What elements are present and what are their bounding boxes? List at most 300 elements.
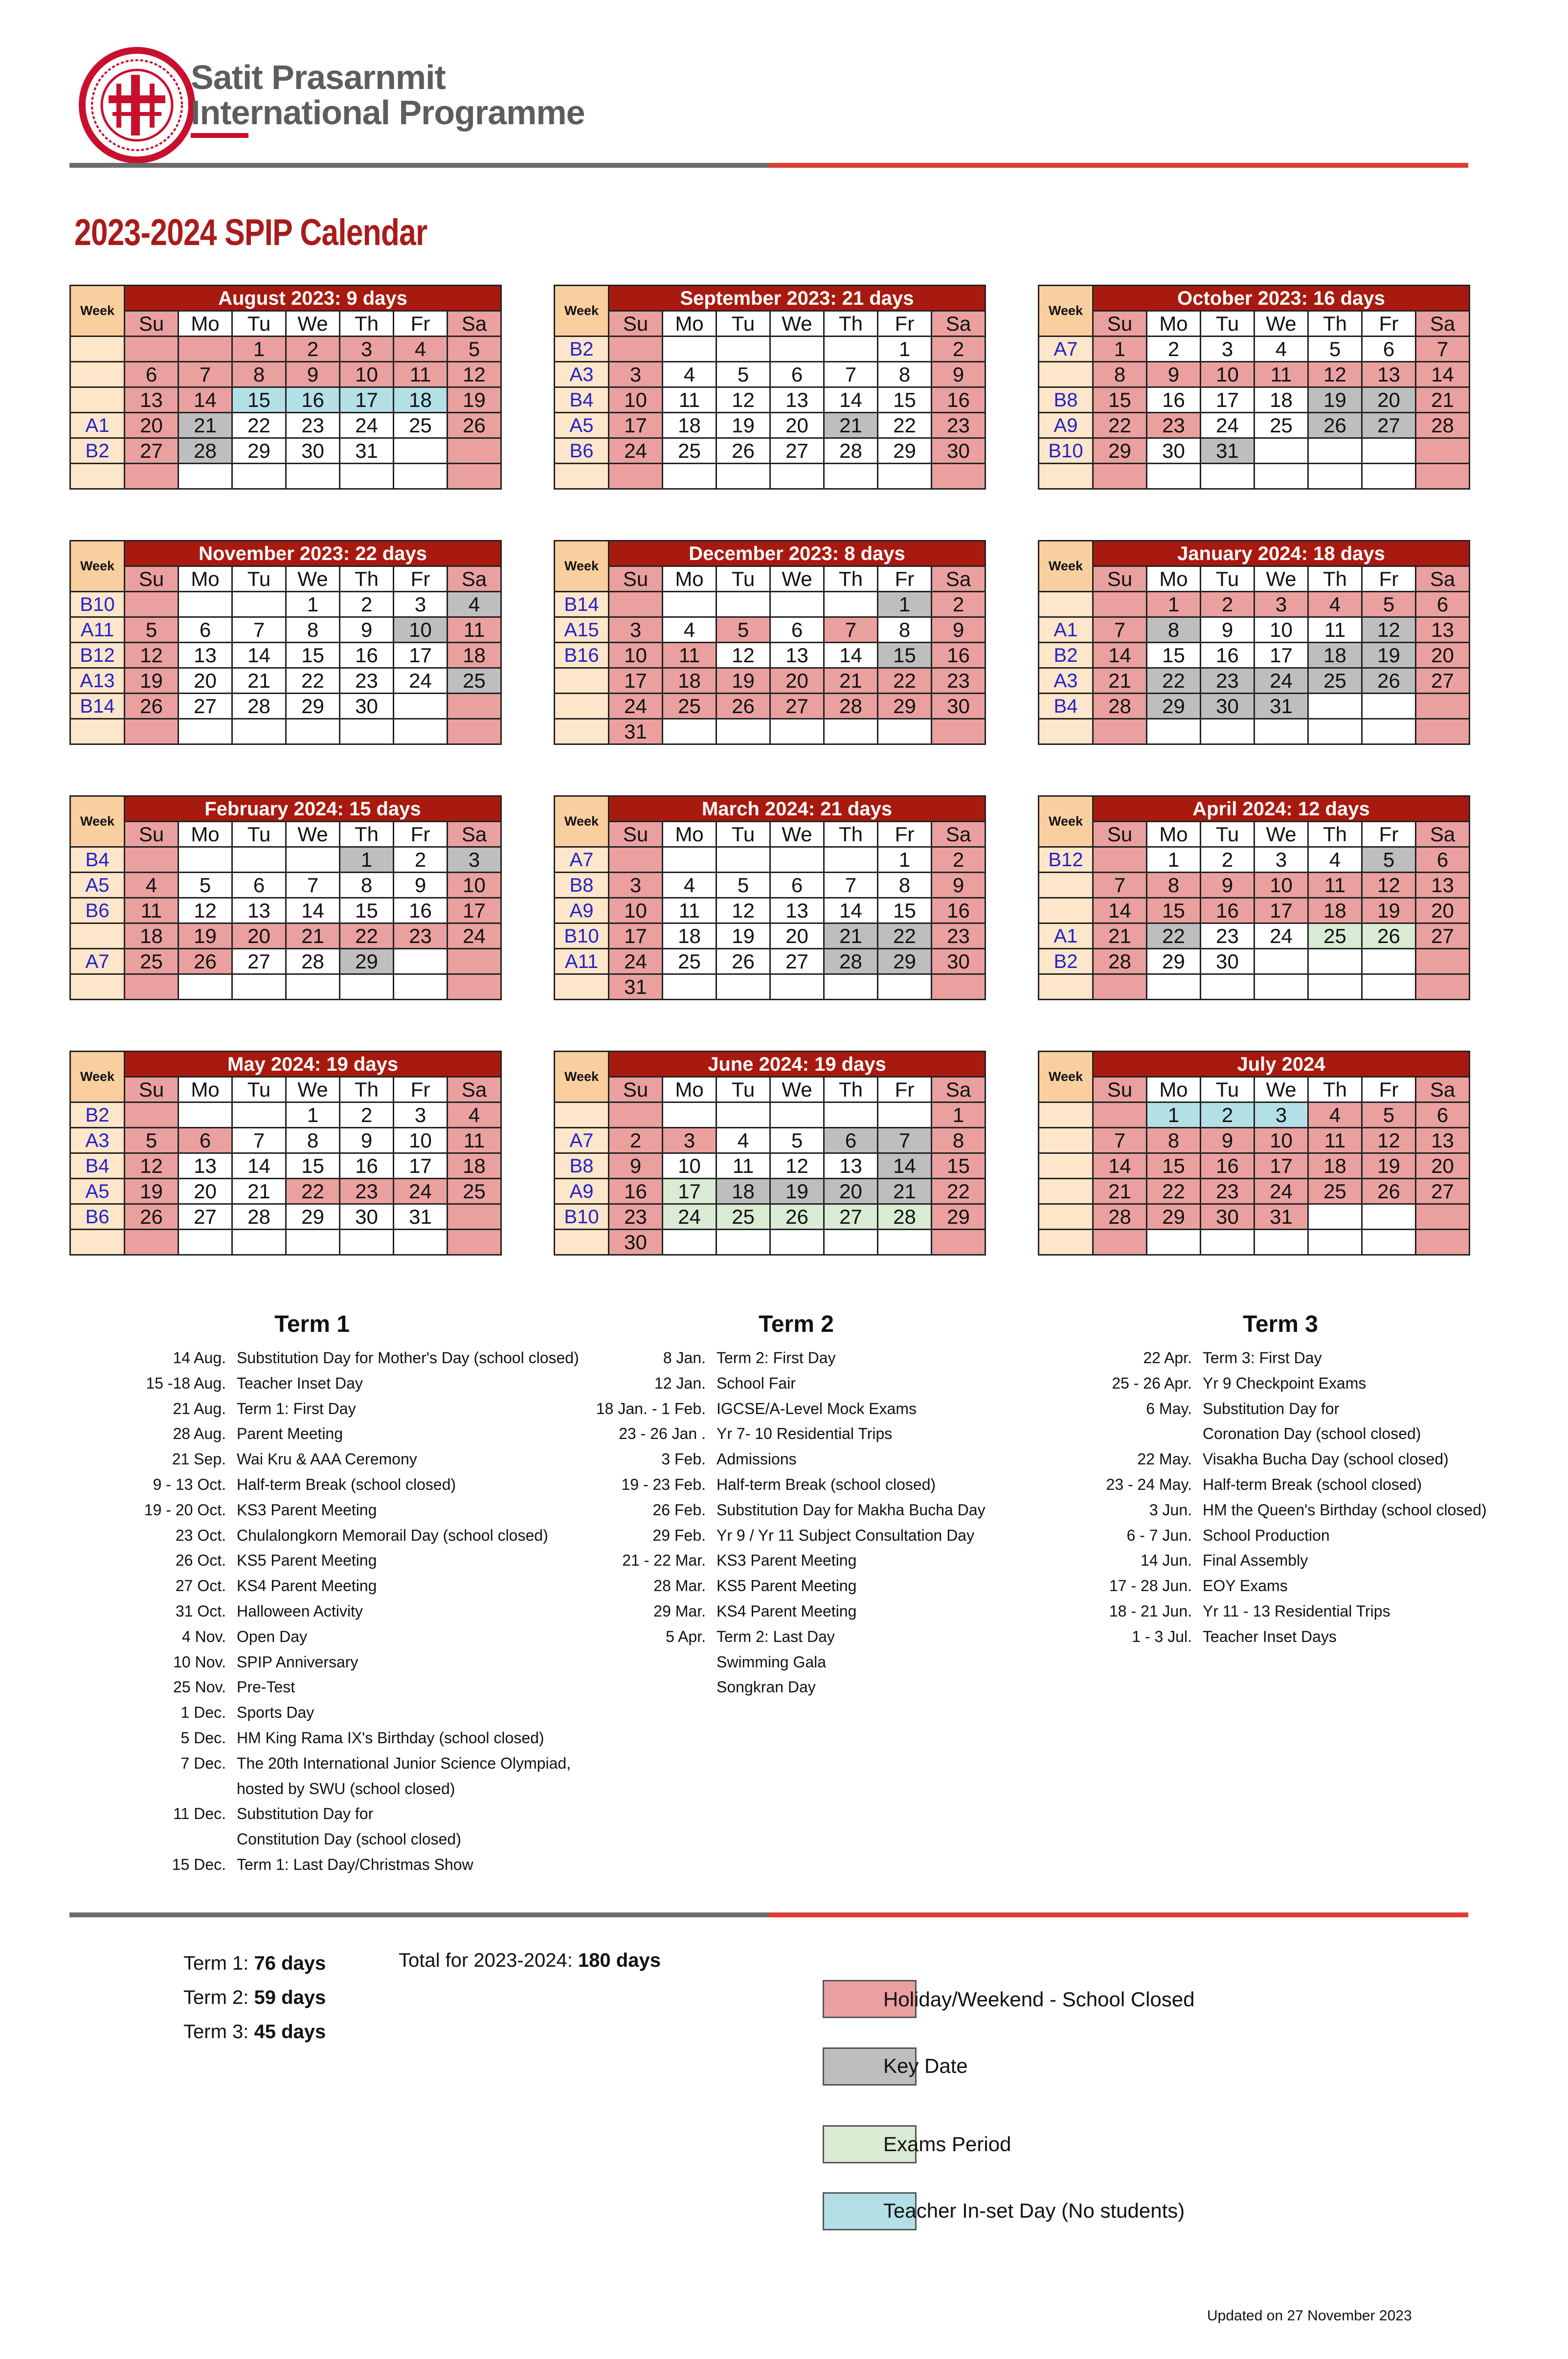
day-cell: 29	[1147, 694, 1201, 719]
event-text: KS5 Parent Meeting	[717, 1577, 857, 1595]
day-cell: 30	[340, 694, 394, 719]
event-text: Term 1: Last Day/Christmas Show	[237, 1856, 473, 1873]
week-code: B8	[555, 873, 609, 898]
day-cell	[663, 1230, 717, 1255]
day-cell: 4	[1308, 592, 1362, 617]
week-header: Week	[555, 541, 609, 592]
day-cell: 16	[1201, 898, 1254, 923]
day-cell: 18	[663, 413, 717, 438]
day-cell: 14	[232, 643, 286, 668]
day-cell: 13	[770, 387, 824, 413]
day-cell: 17	[609, 668, 663, 694]
day-cell: 1	[1093, 337, 1147, 362]
day-cell: 4	[663, 617, 717, 643]
event-date: 25 Nov.	[173, 1678, 226, 1696]
day-cell	[286, 847, 340, 873]
day-name: Th	[340, 1077, 394, 1102]
day-cell	[770, 719, 824, 744]
day-cell: 16	[340, 643, 394, 668]
week-code	[70, 362, 125, 387]
day-cell: 2	[932, 337, 986, 362]
event-text: The 20th International Junior Science Olympiad,	[237, 1754, 571, 1772]
day-cell: 21	[824, 413, 878, 438]
day-cell	[1093, 1230, 1147, 1255]
day-cell: 18	[663, 923, 717, 949]
day-cell: 20	[824, 1179, 878, 1204]
day-name: Fr	[878, 566, 932, 592]
day-cell: 23	[286, 413, 340, 438]
day-cell: 5	[125, 617, 179, 643]
day-name: Fr	[1362, 822, 1416, 847]
day-cell: 7	[1093, 873, 1147, 898]
event-date: 28 Aug.	[173, 1425, 226, 1442]
week-code: A11	[555, 949, 609, 974]
day-cell: 5	[179, 873, 232, 898]
day-cell: 20	[770, 413, 824, 438]
day-cell: 27	[1416, 668, 1470, 694]
day-cell: 12	[125, 643, 179, 668]
day-cell	[232, 847, 286, 873]
day-cell: 31	[340, 438, 394, 464]
day-name: Su	[609, 1077, 663, 1102]
event-date: 10 Nov.	[173, 1653, 226, 1671]
day-cell	[932, 719, 986, 744]
week-header: Week	[1039, 796, 1093, 847]
day-cell: 26	[448, 413, 501, 438]
day-cell: 27	[824, 1204, 878, 1230]
event-text: Term 3: First Day	[1203, 1349, 1322, 1367]
day-cell	[125, 974, 179, 1000]
day-cell	[1201, 464, 1254, 489]
event-date: 8 Jan.	[663, 1349, 706, 1367]
day-cell	[286, 974, 340, 1000]
day-cell	[878, 974, 932, 1000]
day-cell: 26	[1308, 413, 1362, 438]
week-code: A7	[70, 949, 125, 974]
day-cell: 29	[878, 694, 932, 719]
day-cell	[179, 847, 232, 873]
event-text: Pre-Test	[237, 1678, 295, 1696]
week-code: B4	[70, 1153, 125, 1179]
day-cell: 2	[1201, 592, 1254, 617]
day-cell: 2	[1147, 337, 1201, 362]
day-cell: 4	[448, 1102, 501, 1128]
day-name: We	[286, 822, 340, 847]
week-code: A3	[555, 362, 609, 387]
day-cell	[394, 949, 448, 974]
day-cell: 24	[1254, 1179, 1308, 1204]
day-name: Mo	[1147, 1077, 1201, 1102]
day-cell	[770, 1102, 824, 1128]
month-calendar	[554, 285, 986, 490]
updated-note: Updated on 27 November 2023	[1207, 2308, 1412, 2324]
day-cell: 18	[125, 923, 179, 949]
week-header: Week	[70, 796, 125, 847]
day-cell: 29	[932, 1204, 986, 1230]
event-date: 1 Dec.	[180, 1704, 226, 1721]
week-code: A3	[70, 1128, 125, 1153]
day-cell: 12	[717, 898, 770, 923]
day-cell	[824, 1102, 878, 1128]
day-cell: 28	[286, 949, 340, 974]
day-cell	[932, 1230, 986, 1255]
day-cell: 20	[179, 1179, 232, 1204]
day-cell: 13	[1416, 873, 1470, 898]
day-cell: 5	[717, 362, 770, 387]
day-cell	[824, 464, 878, 489]
day-name: We	[286, 1077, 340, 1102]
day-cell: 15	[286, 1153, 340, 1179]
day-cell	[232, 464, 286, 489]
week-code	[1039, 719, 1093, 744]
day-cell: 2	[394, 847, 448, 873]
day-cell	[1308, 1230, 1362, 1255]
week-code	[1039, 592, 1093, 617]
week-code: B10	[555, 1204, 609, 1230]
day-name: Su	[125, 311, 179, 337]
day-cell	[1362, 949, 1416, 974]
day-cell	[179, 1102, 232, 1128]
day-cell: 4	[1254, 337, 1308, 362]
event-text: Visakha Bucha Day (school closed)	[1203, 1450, 1449, 1468]
day-cell: 13	[770, 643, 824, 668]
day-cell: 1	[286, 592, 340, 617]
day-cell: 15	[1093, 387, 1147, 413]
day-cell	[663, 974, 717, 1000]
day-cell	[824, 592, 878, 617]
day-cell: 12	[1308, 362, 1362, 387]
day-name: We	[770, 311, 824, 337]
day-cell: 11	[1254, 362, 1308, 387]
day-cell: 15	[932, 1153, 986, 1179]
day-cell: 27	[125, 438, 179, 464]
day-cell	[1201, 974, 1254, 1000]
day-cell: 4	[663, 873, 717, 898]
day-cell	[125, 847, 179, 873]
day-cell	[1254, 1230, 1308, 1255]
month-calendar	[69, 795, 502, 1000]
day-cell	[717, 592, 770, 617]
event-text: Substitution Day for Mother's Day (school closed)	[237, 1349, 579, 1367]
day-cell: 11	[125, 898, 179, 923]
day-cell: 5	[770, 1128, 824, 1153]
event-text: Wai Kru & AAA Ceremony	[237, 1450, 417, 1468]
day-name: Su	[1093, 1077, 1147, 1102]
day-cell: 14	[1093, 898, 1147, 923]
event-text: KS4 Parent Meeting	[717, 1602, 857, 1620]
day-cell	[394, 974, 448, 1000]
day-cell: 27	[770, 949, 824, 974]
day-cell: 15	[878, 643, 932, 668]
day-name: Fr	[878, 311, 932, 337]
day-cell	[1147, 464, 1201, 489]
day-name: Sa	[932, 566, 986, 592]
event-date: 18 - 21 Jun.	[1109, 1602, 1192, 1620]
week-code	[70, 974, 125, 1000]
week-code: A1	[1039, 617, 1093, 643]
week-code: A7	[555, 847, 609, 873]
month-title: January 2024: 18 days	[1093, 541, 1470, 566]
day-cell: 8	[286, 1128, 340, 1153]
event-text: Half-term Break (school closed)	[717, 1476, 936, 1493]
day-cell: 10	[448, 873, 501, 898]
day-cell: 25	[1308, 668, 1362, 694]
event-text: Admissions	[717, 1450, 797, 1468]
day-cell: 31	[1254, 694, 1308, 719]
day-cell: 19	[448, 387, 501, 413]
day-cell: 12	[717, 387, 770, 413]
day-cell: 17	[1254, 643, 1308, 668]
day-cell: 22	[932, 1179, 986, 1204]
day-cell: 7	[1416, 337, 1470, 362]
day-cell: 17	[394, 643, 448, 668]
day-cell: 4	[1308, 1102, 1362, 1128]
day-cell: 21	[1093, 1179, 1147, 1204]
day-cell	[1416, 438, 1470, 464]
day-cell	[717, 974, 770, 1000]
day-cell: 27	[179, 694, 232, 719]
day-name: Th	[1308, 822, 1362, 847]
day-name: We	[770, 1077, 824, 1102]
day-name: Th	[340, 311, 394, 337]
day-cell: 11	[663, 898, 717, 923]
event-date: 17 - 28 Jun.	[1109, 1577, 1192, 1595]
week-code: A1	[1039, 923, 1093, 949]
day-cell: 30	[932, 949, 986, 974]
day-name: Mo	[179, 1077, 232, 1102]
month-calendar	[69, 540, 502, 745]
day-cell: 6	[179, 1128, 232, 1153]
day-cell	[770, 847, 824, 873]
day-cell: 16	[609, 1179, 663, 1204]
day-cell: 25	[1308, 1179, 1362, 1204]
day-cell: 9	[1201, 873, 1254, 898]
month-title: March 2024: 21 days	[609, 796, 986, 822]
day-name: Su	[125, 822, 179, 847]
event-text: Halloween Activity	[237, 1602, 363, 1620]
day-cell: 31	[609, 974, 663, 1000]
day-cell: 5	[1362, 592, 1416, 617]
week-code	[70, 337, 125, 362]
day-cell: 28	[1093, 694, 1147, 719]
day-name: Tu	[1201, 311, 1254, 337]
day-cell	[1362, 694, 1416, 719]
day-name: Tu	[717, 311, 770, 337]
day-cell	[663, 464, 717, 489]
day-cell: 15	[1147, 1153, 1201, 1179]
day-cell: 10	[394, 617, 448, 643]
day-cell	[394, 719, 448, 744]
day-cell	[448, 949, 501, 974]
day-cell: 9	[286, 362, 340, 387]
day-cell: 22	[1147, 1179, 1201, 1204]
day-cell: 22	[878, 413, 932, 438]
day-cell: 12	[1362, 873, 1416, 898]
event-date: 19 - 23 Feb.	[621, 1476, 706, 1493]
day-cell: 10	[1201, 362, 1254, 387]
week-code	[555, 719, 609, 744]
day-cell: 26	[1362, 1179, 1416, 1204]
event-text: HM King Rama IX's Birthday (school closed)	[237, 1729, 544, 1747]
day-cell	[125, 337, 179, 362]
day-cell: 17	[609, 413, 663, 438]
day-cell	[232, 719, 286, 744]
day-cell	[1147, 974, 1201, 1000]
day-cell: 12	[717, 643, 770, 668]
day-cell: 24	[340, 413, 394, 438]
day-cell: 12	[448, 362, 501, 387]
day-cell: 21	[179, 413, 232, 438]
day-cell: 1	[286, 1102, 340, 1128]
event-date: 26 Feb.	[652, 1501, 706, 1519]
day-cell: 12	[1362, 1128, 1416, 1153]
event-text: Yr 9 Checkpoint Exams	[1203, 1374, 1366, 1392]
day-cell: 23	[1201, 923, 1254, 949]
day-name: Fr	[878, 822, 932, 847]
week-header: Week	[1039, 1052, 1093, 1102]
day-cell: 11	[448, 1128, 501, 1153]
week-code	[70, 464, 125, 489]
legend-label-inset: Teacher In-set Day (No students)	[883, 2199, 1185, 2222]
day-cell	[394, 694, 448, 719]
day-cell	[1416, 1230, 1470, 1255]
day-cell: 13	[824, 1153, 878, 1179]
day-cell	[1362, 464, 1416, 489]
week-code: B10	[555, 923, 609, 949]
month-calendar	[1038, 285, 1470, 490]
day-cell	[663, 592, 717, 617]
day-cell: 22	[878, 923, 932, 949]
day-cell	[286, 464, 340, 489]
day-cell	[1254, 438, 1308, 464]
day-cell	[717, 719, 770, 744]
day-cell	[1147, 1230, 1201, 1255]
week-code	[555, 1230, 609, 1255]
day-name: Tu	[717, 1077, 770, 1102]
day-name: Su	[1093, 566, 1147, 592]
week-code	[1039, 1153, 1093, 1179]
event-date: 23 - 24 May.	[1106, 1476, 1192, 1493]
day-cell	[770, 337, 824, 362]
day-cell	[770, 1230, 824, 1255]
day-cell: 2	[340, 592, 394, 617]
day-name: Mo	[1147, 822, 1201, 847]
day-cell: 29	[878, 949, 932, 974]
day-cell: 25	[125, 949, 179, 974]
day-cell	[179, 464, 232, 489]
day-cell: 15	[1147, 643, 1201, 668]
event-date: 5 Dec.	[180, 1729, 226, 1747]
week-code: B4	[70, 847, 125, 873]
day-cell: 29	[286, 1204, 340, 1230]
day-name: Mo	[1147, 311, 1201, 337]
day-cell: 23	[932, 923, 986, 949]
day-cell: 14	[232, 1153, 286, 1179]
day-cell: 20	[125, 413, 179, 438]
event-text: Term 2: Last Day	[717, 1628, 835, 1645]
day-cell	[448, 694, 501, 719]
day-cell: 17	[448, 898, 501, 923]
day-name: We	[286, 311, 340, 337]
day-cell: 11	[1308, 617, 1362, 643]
day-cell	[1308, 438, 1362, 464]
day-cell: 24	[609, 438, 663, 464]
day-cell: 28	[232, 694, 286, 719]
event-text: School Fair	[717, 1374, 796, 1392]
day-cell: 24	[609, 694, 663, 719]
day-cell: 27	[1416, 1179, 1470, 1204]
term3-days: Term 3: 45 days	[183, 2021, 326, 2043]
day-cell: 29	[1147, 1204, 1201, 1230]
day-cell: 8	[1147, 617, 1201, 643]
day-cell: 31	[609, 719, 663, 744]
event-text: Yr 9 / Yr 11 Subject Consultation Day	[717, 1527, 975, 1544]
event-text: IGCSE/A-Level Mock Exams	[717, 1400, 917, 1417]
event-date: 7 Dec.	[180, 1754, 226, 1772]
day-name: Sa	[932, 1077, 986, 1102]
day-cell: 20	[1362, 387, 1416, 413]
day-cell: 26	[717, 438, 770, 464]
event-text: Yr 7- 10 Residential Trips	[717, 1425, 893, 1442]
day-cell: 12	[179, 898, 232, 923]
day-cell	[340, 974, 394, 1000]
event-date: 19 - 20 Oct.	[144, 1501, 226, 1519]
day-cell: 22	[286, 1179, 340, 1204]
month-title: April 2024: 12 days	[1093, 796, 1470, 822]
day-cell	[878, 1102, 932, 1128]
day-cell: 3	[609, 873, 663, 898]
week-code: B4	[555, 387, 609, 413]
day-cell: 13	[1416, 617, 1470, 643]
day-cell: 26	[179, 949, 232, 974]
day-name: We	[1254, 1077, 1308, 1102]
week-code: B6	[70, 898, 125, 923]
month-title: August 2023: 9 days	[125, 286, 501, 311]
day-cell	[1093, 974, 1147, 1000]
day-cell: 18	[448, 643, 501, 668]
week-code	[1039, 873, 1093, 898]
day-name: Su	[125, 1077, 179, 1102]
day-cell: 25	[394, 413, 448, 438]
month-title: September 2023: 21 days	[609, 286, 986, 311]
day-cell: 10	[1254, 617, 1308, 643]
day-name: Sa	[448, 311, 501, 337]
event-text: EOY Exams	[1203, 1577, 1288, 1595]
day-name: Sa	[448, 822, 501, 847]
event-date: 5 Apr.	[666, 1628, 706, 1645]
day-name: Th	[1308, 311, 1362, 337]
day-cell: 17	[1254, 898, 1308, 923]
day-cell: 3	[1254, 847, 1308, 873]
week-code: A5	[70, 873, 125, 898]
day-cell: 11	[394, 362, 448, 387]
month-calendar	[554, 1051, 986, 1256]
day-cell: 4	[663, 362, 717, 387]
month-calendar	[554, 795, 986, 1000]
day-cell	[663, 847, 717, 873]
day-cell: 30	[1201, 694, 1254, 719]
day-cell: 31	[1201, 438, 1254, 464]
day-cell: 1	[878, 592, 932, 617]
day-cell: 24	[1254, 923, 1308, 949]
day-cell: 8	[232, 362, 286, 387]
week-code: B2	[555, 337, 609, 362]
month-title: November 2023: 22 days	[125, 541, 501, 566]
event-date: 21 Aug.	[173, 1400, 226, 1417]
day-cell: 26	[125, 694, 179, 719]
day-name: Th	[1308, 566, 1362, 592]
week-code: B14	[555, 592, 609, 617]
